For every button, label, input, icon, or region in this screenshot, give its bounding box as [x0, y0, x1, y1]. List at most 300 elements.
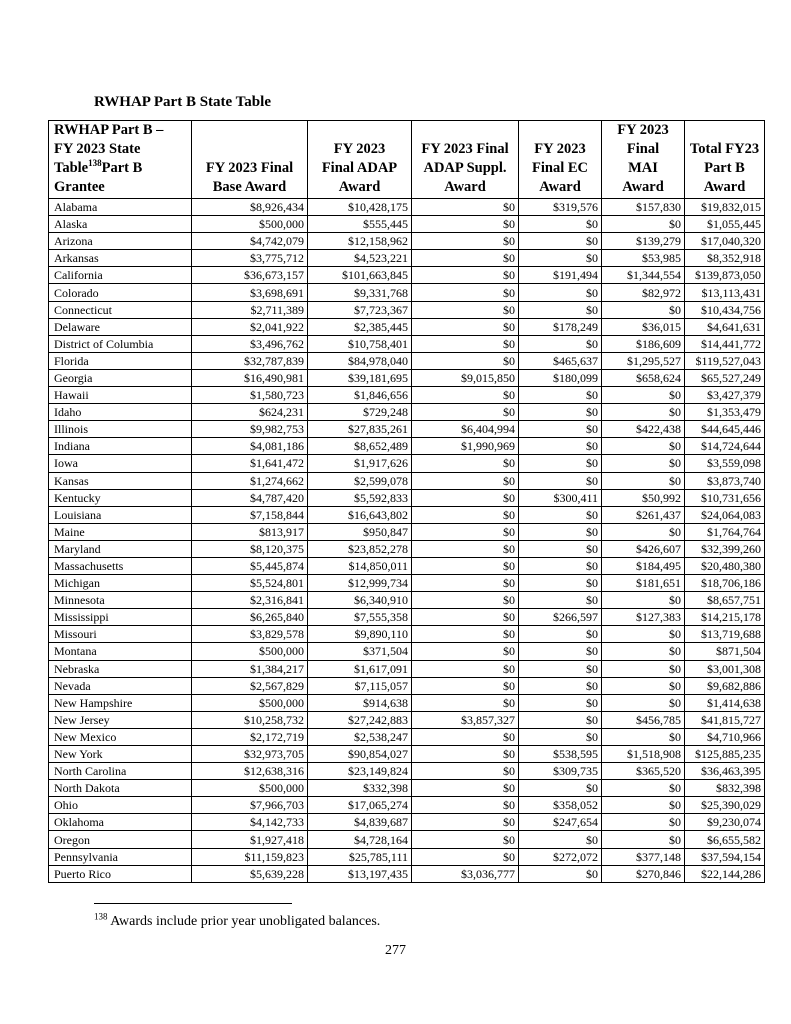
cell-total-award: $41,815,727	[685, 711, 765, 728]
cell-ec-award: $0	[519, 421, 602, 438]
cell-adap-suppl-award: $0	[412, 523, 519, 540]
cell-adap-suppl-award: $0	[412, 848, 519, 865]
table-row	[49, 335, 765, 352]
cell-grantee: Mississippi	[49, 609, 192, 626]
cell-mai-award: $422,438	[602, 421, 685, 438]
cell-grantee: District of Columbia	[49, 335, 192, 352]
cell-total-award: $125,885,235	[685, 746, 765, 763]
cell-grantee: Ohio	[49, 797, 192, 814]
cell-ec-award: $0	[519, 438, 602, 455]
cell-base-award: $1,641,472	[192, 455, 308, 472]
cell-adap-award: $8,652,489	[308, 438, 412, 455]
cell-mai-award: $0	[602, 455, 685, 472]
cell-mai-award: $377,148	[602, 848, 685, 865]
cell-total-award: $3,559,098	[685, 455, 765, 472]
cell-base-award: $3,829,578	[192, 626, 308, 643]
cell-adap-award: $2,385,445	[308, 318, 412, 335]
cell-base-award: $16,490,981	[192, 369, 308, 386]
cell-adap-award: $914,638	[308, 694, 412, 711]
cell-total-award: $44,645,446	[685, 421, 765, 438]
cell-mai-award: $184,495	[602, 557, 685, 574]
cell-adap-suppl-award: $0	[412, 455, 519, 472]
cell-base-award: $32,973,705	[192, 746, 308, 763]
cell-adap-award: $12,999,734	[308, 575, 412, 592]
cell-ec-award: $319,576	[519, 199, 602, 216]
cell-grantee: Minnesota	[49, 592, 192, 609]
cell-adap-suppl-award: $0	[412, 592, 519, 609]
cell-adap-suppl-award: $0	[412, 250, 519, 267]
cell-mai-award: $365,520	[602, 763, 685, 780]
cell-adap-suppl-award: $0	[412, 301, 519, 318]
cell-ec-award: $0	[519, 575, 602, 592]
cell-adap-award: $4,728,164	[308, 831, 412, 848]
cell-mai-award: $0	[602, 523, 685, 540]
cell-total-award: $20,480,380	[685, 557, 765, 574]
cell-mai-award: $261,437	[602, 506, 685, 523]
cell-total-award: $13,113,431	[685, 284, 765, 301]
cell-total-award: $871,504	[685, 643, 765, 660]
table-row	[49, 301, 765, 318]
cell-total-award: $36,463,395	[685, 763, 765, 780]
cell-adap-award: $101,663,845	[308, 267, 412, 284]
cell-total-award: $139,873,050	[685, 267, 765, 284]
cell-ec-award: $272,072	[519, 848, 602, 865]
cell-grantee: Georgia	[49, 369, 192, 386]
cell-adap-suppl-award: $0	[412, 472, 519, 489]
table-row	[49, 489, 765, 506]
cell-ec-award: $0	[519, 216, 602, 233]
cell-total-award: $18,706,186	[685, 575, 765, 592]
cell-adap-award: $2,538,247	[308, 728, 412, 745]
cell-grantee: New Mexico	[49, 728, 192, 745]
cell-base-award: $3,698,691	[192, 284, 308, 301]
table-row	[49, 626, 765, 643]
cell-ec-award: $0	[519, 865, 602, 882]
table-row	[49, 643, 765, 660]
cell-total-award: $6,655,582	[685, 831, 765, 848]
cell-total-award: $1,353,479	[685, 404, 765, 421]
cell-total-award: $10,434,756	[685, 301, 765, 318]
cell-grantee: Maryland	[49, 540, 192, 557]
cell-ec-award: $309,735	[519, 763, 602, 780]
footnote-marker: 138	[94, 911, 108, 922]
footnote-text: Awards include prior year unobligated balances.	[107, 914, 381, 929]
cell-adap-suppl-award: $0	[412, 677, 519, 694]
cell-ec-award: $0	[519, 780, 602, 797]
cell-adap-suppl-award: $0	[412, 267, 519, 284]
header-base-award: FY 2023 Final Base Award	[192, 121, 308, 199]
table-row	[49, 472, 765, 489]
cell-adap-suppl-award: $0	[412, 575, 519, 592]
cell-mai-award: $0	[602, 472, 685, 489]
cell-adap-suppl-award: $0	[412, 216, 519, 233]
cell-adap-award: $7,115,057	[308, 677, 412, 694]
table-row	[49, 814, 765, 831]
cell-total-award: $25,390,029	[685, 797, 765, 814]
cell-adap-award: $7,555,358	[308, 609, 412, 626]
table-row	[49, 797, 765, 814]
cell-mai-award: $82,972	[602, 284, 685, 301]
cell-mai-award: $0	[602, 404, 685, 421]
cell-adap-award: $1,917,626	[308, 455, 412, 472]
footnote	[94, 911, 381, 930]
cell-mai-award: $0	[602, 694, 685, 711]
cell-ec-award: $0	[519, 694, 602, 711]
cell-ec-award: $0	[519, 506, 602, 523]
table-row	[49, 660, 765, 677]
cell-base-award: $32,787,839	[192, 352, 308, 369]
cell-adap-award: $12,158,962	[308, 233, 412, 250]
cell-ec-award: $0	[519, 677, 602, 694]
cell-adap-suppl-award: $3,036,777	[412, 865, 519, 882]
cell-mai-award: $658,624	[602, 369, 685, 386]
cell-ec-award: $178,249	[519, 318, 602, 335]
cell-mai-award: $0	[602, 592, 685, 609]
cell-grantee: Illinois	[49, 421, 192, 438]
cell-total-award: $14,724,644	[685, 438, 765, 455]
cell-grantee: California	[49, 267, 192, 284]
cell-adap-award: $1,617,091	[308, 660, 412, 677]
header-adap-award: FY 2023 Final ADAP Award	[308, 121, 412, 199]
cell-base-award: $5,524,801	[192, 575, 308, 592]
cell-base-award: $12,638,316	[192, 763, 308, 780]
cell-ec-award: $358,052	[519, 797, 602, 814]
cell-adap-award: $90,854,027	[308, 746, 412, 763]
cell-ec-award: $0	[519, 250, 602, 267]
page-number: 277	[385, 943, 406, 958]
cell-mai-award: $0	[602, 216, 685, 233]
table-row	[49, 506, 765, 523]
cell-adap-suppl-award: $0	[412, 233, 519, 250]
cell-grantee: Massachusetts	[49, 557, 192, 574]
table-row	[49, 609, 765, 626]
cell-mai-award: $0	[602, 814, 685, 831]
cell-ec-award: $300,411	[519, 489, 602, 506]
cell-grantee: Montana	[49, 643, 192, 660]
cell-adap-suppl-award: $0	[412, 746, 519, 763]
cell-grantee: Colorado	[49, 284, 192, 301]
cell-grantee: Pennsylvania	[49, 848, 192, 865]
cell-adap-suppl-award: $0	[412, 335, 519, 352]
cell-total-award: $3,427,379	[685, 387, 765, 404]
cell-ec-award: $0	[519, 523, 602, 540]
cell-adap-suppl-award: $0	[412, 506, 519, 523]
cell-mai-award: $426,607	[602, 540, 685, 557]
cell-adap-award: $10,428,175	[308, 199, 412, 216]
table-row	[49, 455, 765, 472]
cell-grantee: Maine	[49, 523, 192, 540]
table-row	[49, 421, 765, 438]
cell-ec-award: $0	[519, 284, 602, 301]
cell-adap-suppl-award: $0	[412, 489, 519, 506]
cell-total-award: $1,414,638	[685, 694, 765, 711]
cell-adap-suppl-award: $0	[412, 728, 519, 745]
cell-adap-suppl-award: $0	[412, 626, 519, 643]
cell-base-award: $813,917	[192, 523, 308, 540]
page-title: RWHAP Part B State Table	[94, 94, 271, 110]
cell-adap-suppl-award: $6,404,994	[412, 421, 519, 438]
header-ec-award: FY 2023 Final EC Award	[519, 121, 602, 199]
cell-mai-award: $0	[602, 831, 685, 848]
cell-grantee: Florida	[49, 352, 192, 369]
cell-adap-award: $332,398	[308, 780, 412, 797]
cell-adap-award: $555,445	[308, 216, 412, 233]
cell-ec-award: $0	[519, 233, 602, 250]
cell-mai-award: $0	[602, 301, 685, 318]
table-row	[49, 233, 765, 250]
cell-adap-suppl-award: $1,990,969	[412, 438, 519, 455]
table-row	[49, 250, 765, 267]
footnote-divider	[94, 903, 292, 904]
cell-total-award: $9,682,886	[685, 677, 765, 694]
cell-mai-award: $0	[602, 728, 685, 745]
cell-adap-award: $4,839,687	[308, 814, 412, 831]
cell-adap-award: $39,181,695	[308, 369, 412, 386]
header-adap-suppl-award: FY 2023 Final ADAP Suppl. Award	[412, 121, 519, 199]
cell-ec-award: $266,597	[519, 609, 602, 626]
cell-total-award: $22,144,286	[685, 865, 765, 882]
cell-ec-award: $0	[519, 557, 602, 574]
cell-total-award: $8,657,751	[685, 592, 765, 609]
cell-grantee: Alaska	[49, 216, 192, 233]
cell-ec-award: $0	[519, 643, 602, 660]
cell-grantee: Idaho	[49, 404, 192, 421]
cell-mai-award: $0	[602, 797, 685, 814]
cell-base-award: $8,120,375	[192, 540, 308, 557]
cell-adap-suppl-award: $0	[412, 284, 519, 301]
cell-mai-award: $0	[602, 387, 685, 404]
table-row	[49, 746, 765, 763]
cell-adap-award: $950,847	[308, 523, 412, 540]
table-row	[49, 404, 765, 421]
cell-adap-suppl-award: $0	[412, 387, 519, 404]
table-row	[49, 694, 765, 711]
header-mai-award: FY 2023 Final MAI Award	[602, 121, 685, 199]
cell-base-award: $2,041,922	[192, 318, 308, 335]
cell-ec-award: $0	[519, 301, 602, 318]
cell-adap-suppl-award: $0	[412, 609, 519, 626]
cell-mai-award: $0	[602, 677, 685, 694]
cell-total-award: $3,001,308	[685, 660, 765, 677]
cell-base-award: $1,580,723	[192, 387, 308, 404]
cell-grantee: New York	[49, 746, 192, 763]
table-row	[49, 352, 765, 369]
cell-base-award: $5,639,228	[192, 865, 308, 882]
cell-adap-suppl-award: $0	[412, 540, 519, 557]
cell-grantee: Louisiana	[49, 506, 192, 523]
cell-total-award: $14,215,178	[685, 609, 765, 626]
cell-base-award: $9,982,753	[192, 421, 308, 438]
cell-mai-award: $0	[602, 780, 685, 797]
cell-mai-award: $50,992	[602, 489, 685, 506]
table-row	[49, 318, 765, 335]
cell-ec-award: $538,595	[519, 746, 602, 763]
cell-grantee: Michigan	[49, 575, 192, 592]
cell-grantee: Kentucky	[49, 489, 192, 506]
cell-ec-award: $191,494	[519, 267, 602, 284]
cell-total-award: $1,764,764	[685, 523, 765, 540]
cell-base-award: $2,316,841	[192, 592, 308, 609]
cell-ec-award: $0	[519, 592, 602, 609]
cell-adap-award: $14,850,011	[308, 557, 412, 574]
cell-adap-suppl-award: $0	[412, 318, 519, 335]
cell-adap-award: $1,846,656	[308, 387, 412, 404]
cell-total-award: $832,398	[685, 780, 765, 797]
cell-ec-award: $0	[519, 387, 602, 404]
cell-adap-suppl-award: $3,857,327	[412, 711, 519, 728]
table-row	[49, 763, 765, 780]
cell-total-award: $32,399,260	[685, 540, 765, 557]
cell-grantee: Arkansas	[49, 250, 192, 267]
cell-ec-award: $0	[519, 472, 602, 489]
cell-base-award: $4,142,733	[192, 814, 308, 831]
cell-total-award: $65,527,249	[685, 369, 765, 386]
cell-grantee: Oklahoma	[49, 814, 192, 831]
table-row	[49, 557, 765, 574]
cell-grantee: Hawaii	[49, 387, 192, 404]
table-row	[49, 267, 765, 284]
table-row	[49, 780, 765, 797]
cell-total-award: $37,594,154	[685, 848, 765, 865]
state-award-table	[48, 120, 765, 883]
cell-base-award: $4,742,079	[192, 233, 308, 250]
cell-ec-award: $247,654	[519, 814, 602, 831]
cell-grantee: Connecticut	[49, 301, 192, 318]
cell-total-award: $4,641,631	[685, 318, 765, 335]
cell-adap-suppl-award: $0	[412, 831, 519, 848]
cell-mai-award: $127,383	[602, 609, 685, 626]
cell-base-award: $7,966,703	[192, 797, 308, 814]
cell-ec-award: $0	[519, 831, 602, 848]
cell-adap-suppl-award: $0	[412, 404, 519, 421]
table-row	[49, 438, 765, 455]
cell-grantee: Alabama	[49, 199, 192, 216]
table-row	[49, 540, 765, 557]
cell-grantee: Puerto Rico	[49, 865, 192, 882]
table-row	[49, 284, 765, 301]
cell-mai-award: $0	[602, 438, 685, 455]
cell-adap-suppl-award: $0	[412, 763, 519, 780]
cell-mai-award: $1,295,527	[602, 352, 685, 369]
cell-mai-award: $456,785	[602, 711, 685, 728]
cell-mai-award: $1,518,908	[602, 746, 685, 763]
cell-mai-award: $1,344,554	[602, 267, 685, 284]
cell-ec-award: $0	[519, 626, 602, 643]
cell-grantee: Delaware	[49, 318, 192, 335]
cell-grantee: Arizona	[49, 233, 192, 250]
cell-base-award: $500,000	[192, 643, 308, 660]
cell-base-award: $7,158,844	[192, 506, 308, 523]
cell-base-award: $4,787,420	[192, 489, 308, 506]
table-row	[49, 592, 765, 609]
cell-ec-award: $0	[519, 728, 602, 745]
cell-ec-award: $0	[519, 540, 602, 557]
cell-adap-suppl-award: $0	[412, 694, 519, 711]
cell-base-award: $11,159,823	[192, 848, 308, 865]
cell-mai-award: $181,651	[602, 575, 685, 592]
cell-ec-award: $0	[519, 335, 602, 352]
cell-mai-award: $139,279	[602, 233, 685, 250]
cell-adap-award: $371,504	[308, 643, 412, 660]
cell-ec-award: $465,637	[519, 352, 602, 369]
cell-grantee: Oregon	[49, 831, 192, 848]
cell-base-award: $3,496,762	[192, 335, 308, 352]
cell-adap-award: $25,785,111	[308, 848, 412, 865]
cell-mai-award: $0	[602, 660, 685, 677]
header-total-award: Total FY23 Part B Award	[685, 121, 765, 199]
cell-adap-award: $23,149,824	[308, 763, 412, 780]
cell-grantee: Nebraska	[49, 660, 192, 677]
cell-adap-award: $5,592,833	[308, 489, 412, 506]
cell-total-award: $17,040,320	[685, 233, 765, 250]
cell-adap-suppl-award: $0	[412, 352, 519, 369]
cell-mai-award: $0	[602, 643, 685, 660]
table-row	[49, 575, 765, 592]
cell-ec-award: $0	[519, 455, 602, 472]
cell-adap-suppl-award: $0	[412, 199, 519, 216]
cell-grantee: North Dakota	[49, 780, 192, 797]
header-grantee: RWHAP Part B – FY 2023 State Table$^{138}$Part B Grantee	[49, 121, 192, 199]
cell-grantee: Kansas	[49, 472, 192, 489]
cell-adap-award: $16,643,802	[308, 506, 412, 523]
cell-base-award: $8,926,434	[192, 199, 308, 216]
cell-adap-suppl-award: $0	[412, 780, 519, 797]
table-row	[49, 831, 765, 848]
cell-grantee: New Hampshire	[49, 694, 192, 711]
cell-base-award: $1,384,217	[192, 660, 308, 677]
cell-grantee: Nevada	[49, 677, 192, 694]
cell-adap-suppl-award: $0	[412, 814, 519, 831]
cell-total-award: $9,230,074	[685, 814, 765, 831]
table-row	[49, 387, 765, 404]
cell-total-award: $1,055,445	[685, 216, 765, 233]
cell-adap-suppl-award: $0	[412, 643, 519, 660]
cell-base-award: $500,000	[192, 780, 308, 797]
cell-total-award: $19,832,015	[685, 199, 765, 216]
cell-adap-suppl-award: $9,015,850	[412, 369, 519, 386]
cell-adap-award: $9,331,768	[308, 284, 412, 301]
cell-grantee: North Carolina	[49, 763, 192, 780]
cell-base-award: $3,775,712	[192, 250, 308, 267]
cell-ec-award: $0	[519, 711, 602, 728]
cell-base-award: $6,265,840	[192, 609, 308, 626]
cell-adap-suppl-award: $0	[412, 797, 519, 814]
cell-total-award: $3,873,740	[685, 472, 765, 489]
table-row	[49, 711, 765, 728]
cell-adap-award: $10,758,401	[308, 335, 412, 352]
cell-adap-award: $729,248	[308, 404, 412, 421]
cell-grantee: Missouri	[49, 626, 192, 643]
cell-base-award: $500,000	[192, 694, 308, 711]
cell-adap-award: $2,599,078	[308, 472, 412, 489]
cell-total-award: $14,441,772	[685, 335, 765, 352]
table-row	[49, 728, 765, 745]
cell-adap-award: $4,523,221	[308, 250, 412, 267]
cell-total-award: $8,352,918	[685, 250, 765, 267]
table-body	[49, 199, 765, 883]
table-row	[49, 369, 765, 386]
table-header-row	[49, 121, 765, 199]
cell-adap-award: $13,197,435	[308, 865, 412, 882]
cell-adap-award: $27,835,261	[308, 421, 412, 438]
cell-adap-award: $23,852,278	[308, 540, 412, 557]
cell-ec-award: $180,099	[519, 369, 602, 386]
table-row	[49, 848, 765, 865]
cell-mai-award: $270,846	[602, 865, 685, 882]
cell-grantee: New Jersey	[49, 711, 192, 728]
cell-base-award: $2,711,389	[192, 301, 308, 318]
cell-base-award: $4,081,186	[192, 438, 308, 455]
